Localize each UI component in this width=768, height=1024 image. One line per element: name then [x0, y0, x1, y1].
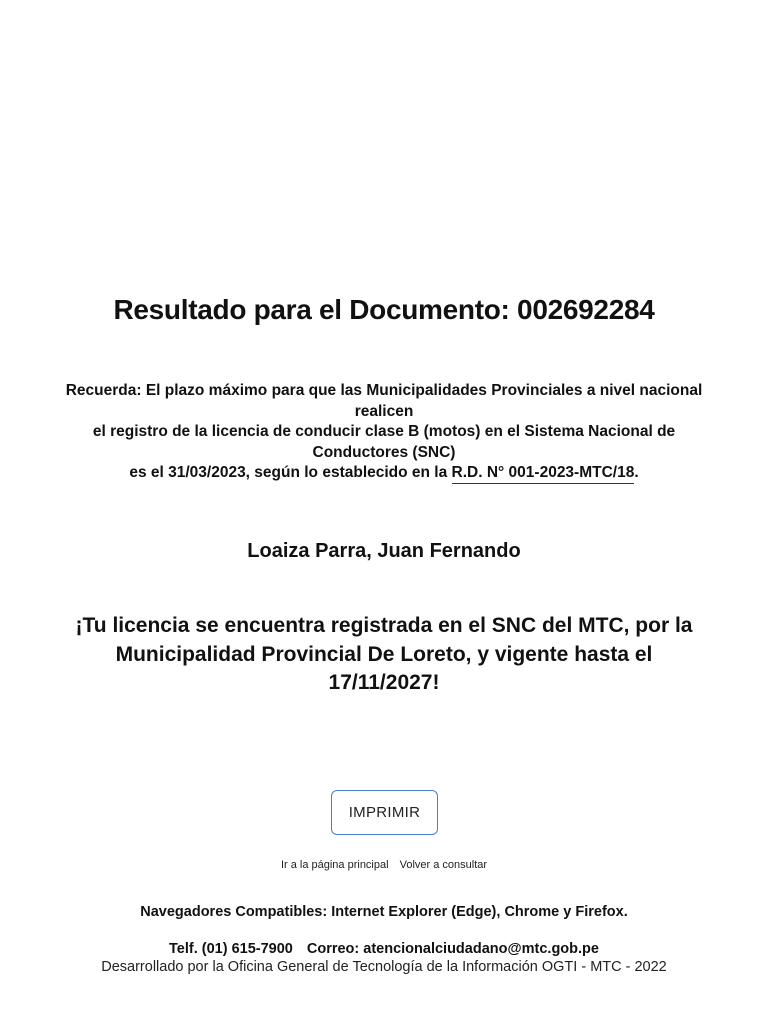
- notice-line-1: Recuerda: El plazo máximo para que las Municipalidades Provinciales a nivel nacional: [65, 382, 703, 399]
- navigation-links: [0, 857, 768, 873]
- page-title: Resultado para el Documento: 002692284: [113, 294, 655, 325]
- notice-line-5: [40, 463, 728, 484]
- notice-line-4: Conductores (SNC): [312, 443, 456, 461]
- notice-line-3: el registro de la licencia de conducir clase B (motos) en el Sistema Nacional de: [92, 423, 676, 440]
- status-line-3: 17/11/2027!: [328, 671, 440, 694]
- contact-phone: Telf. (01) 615-7900: [169, 941, 293, 957]
- home-page-link[interactable]: Ir a la página principal: [280, 859, 389, 871]
- status-line-2: Municipalidad Provincial De Loreto, y vigente hasta el: [115, 642, 653, 666]
- footer-credits: Desarrollado por la Oficina General de Tecnología de la Información OGTI - MTC - 2022: [101, 959, 667, 975]
- license-holder-name: Loaiza Parra, Juan Fernando: [247, 540, 521, 562]
- notice-line-5-prefix: es el 31/03/2023, según lo establecido en la: [129, 464, 452, 481]
- retry-query-link[interactable]: Volver a consultar: [399, 859, 488, 871]
- compatible-browsers: Navegadores Compatibles: Internet Explorer (Edge), Chrome y Firefox.: [140, 904, 628, 920]
- deadline-notice: [40, 381, 728, 484]
- license-status-message: [54, 612, 714, 698]
- contact-email: Correo: atencionalciudadano@mtc.gob.pe: [306, 941, 599, 957]
- resolution-link[interactable]: R.D. N° 001-2023-MTC/18: [452, 464, 635, 484]
- notice-line-2: realicen: [354, 402, 414, 420]
- print-button[interactable]: IMPRIMIR: [331, 790, 438, 835]
- status-line-1: ¡Tu licencia se encuentra registrada en el SNC del MTC, por la: [75, 614, 693, 637]
- contact-info: [0, 939, 768, 959]
- notice-line-5-suffix: .: [634, 464, 639, 481]
